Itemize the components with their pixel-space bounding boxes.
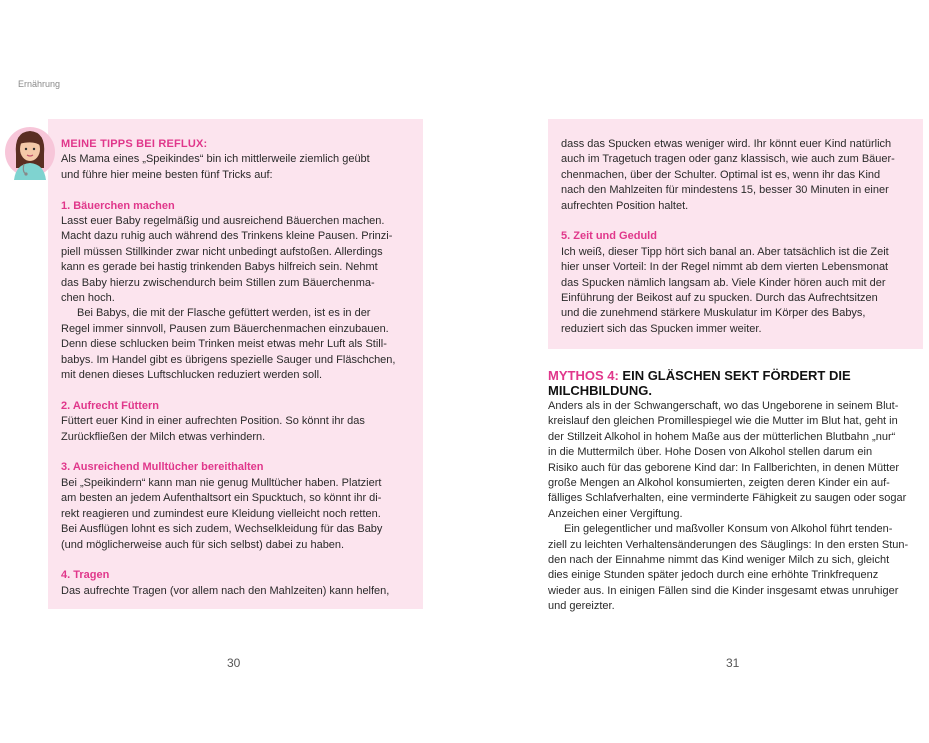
tip5-para: Ich weiß, dieser Tipp hört sich banal an. Aber tatsächlich ist die Zeit hier unser Vorteil: In der Regel nimmt ab dem vierten Lebensmonat das Spucken nämlich langsam ab. Viele Kinder hören auch mit der Einführung der Beikost auf zu spucken. Durch das Aufrechtsitzen und die zunehmend stärkere Muskulatur im Körper des Babys, reduziert sich das Spucken immer weiter. xyxy=(561,245,889,335)
tip1-para2: Bei Babys, die mit der Flasche gefüttert werden, ist es in der Regel immer sinnvoll, Pausen zum Bäuerchenmachen einzubauen. Denn diese schlucken beim Trinken meist etwas mehr Luft als Still- babys. Im Handel gibt es übrigens spezielle Sauger und Fläschchen, mit denen dieses Luftschlucken reduziert werden soll. xyxy=(61,307,396,382)
tips-title: MEINE TIPPS BEI REFLUX: xyxy=(61,138,208,150)
tip3-para: Bei „Speikindern“ kann man nie genug Mulltücher haben. Platziert am besten an jedem Aufenthaltsort ein Spucktuch, so könnt ihr di- rekt reagieren und zumindest eure Kleidung vielleicht noch retten. Bei Ausflügen lohnt es sich zudem, Wechselkleidung für das Baby (und möglicherweise auch für sich selbst) dabei zu haben. xyxy=(61,476,383,551)
right-page-text xyxy=(548,368,923,615)
tip4-heading: 4. Tragen xyxy=(61,569,110,582)
tip4-continuation: dass das Spucken etwas weniger wird. Ihr könnt euer Kind natürlich auch im Tragetuch tragen oder ganz klassisch, wie auch zum Bäuer- chenmachen, über der Schulter. Optimal ist es, wenn ihr das Kind nach den Mahlzeiten für mindestens 15, besser 30 Minuten in einer aufrechten Position haltet. xyxy=(561,138,895,212)
tip1-heading: 1. Bäuerchen machen xyxy=(61,199,175,212)
page-number-left: 30 xyxy=(227,656,241,670)
tip5-heading: 5. Zeit und Geduld xyxy=(561,230,657,243)
tip4-para: Das aufrechte Tragen (vor allem nach den Mahlzeiten) kann helfen, xyxy=(61,584,390,597)
tip1-para1: Lasst euer Baby regelmäßig und ausreichend Bäuerchen machen. Macht dazu ruhig auch während des Trinkens kleine Pausen. Prinzi- piell müssen Stillkinder zwar nicht unbedingt aufstoßen. Allerdings kann es gerade bei hastig trinkenden Babys hilfreich sein. Nehmt das Baby hierzu zwischendurch beim Stillen zum Bäuerchenma- chen hoch. xyxy=(61,215,393,305)
tip3-heading: 3. Ausreichend Mulltücher bereithalten xyxy=(61,461,264,474)
tip2-heading: 2. Aufrecht Füttern xyxy=(61,399,159,412)
running-head: Ernährung xyxy=(18,79,61,89)
myth-para2: Ein gelegentlicher und maßvoller Konsum von Alkohol führt tenden- ziell zu leichten Verhaltensänderungen des Säuglings: In den ersten Stun- den nach der Einnahme nimmt das Kind weniger Milch zu sich, gleicht dies einige Stunden später jedoch durch eine erhöhte Trinkfrequenz wieder aus. In einigen Fällen sind die Kinder insgesamt etwas unruhiger und gereizter. xyxy=(548,523,909,613)
page-number-right: 31 xyxy=(726,656,740,670)
myth-para1: Anders als in der Schwangerschaft, wo das Ungeborene in seinem Blut- kreislauf den gleichen Promillespiegel wie die Mutter im Blut hat, geht in der Stillzeit Alkohol in hohem Maße aus der mütterlichen Blutbahn „nur“ in die Muttermilch über. Hohe Dosen von Alkohol stellen darum ein Risiko auch für das geborene Kind dar: In Fallberichten, in denen Mütter große Mengen an Alkohol konsumierten, zeigten deren Kinder ein auf- fälliges Schlafverhalten, eine verminderte Fähigkeit zu saugen oder sogar Anzeichen einer Vergiftung. xyxy=(548,400,907,520)
right-box-text xyxy=(561,137,911,337)
myth-heading: MYTHOS 4: EIN GLÄSCHEN SEKT FÖRDERT DIE MILCHBILDUNG. xyxy=(548,368,851,398)
nurse-avatar-icon xyxy=(4,124,56,180)
left-page-text xyxy=(61,137,411,599)
tip2-para: Füttert euer Kind in einer aufrechten Position. So könnt ihr das Zurückfließen der Milch etwas verhindern. xyxy=(61,415,365,443)
tips-intro: Als Mama eines „Speikindes“ bin ich mittlerweile ziemlich geübt und führe hier meine besten fünf Tricks auf: xyxy=(61,153,370,181)
